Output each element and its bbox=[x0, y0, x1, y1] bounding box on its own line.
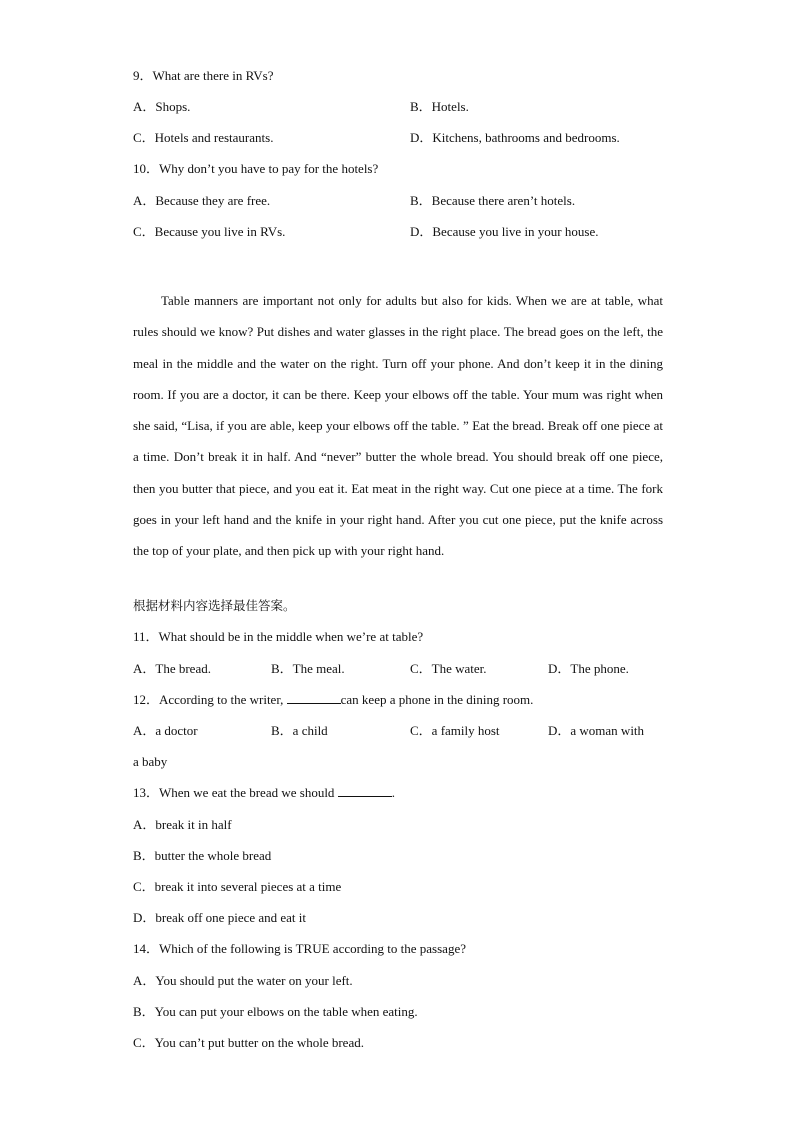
q10-option-c[interactable]: C．Because you live in RVs. bbox=[133, 224, 286, 239]
q12-stem-before: 12．According to the writer, bbox=[133, 692, 284, 707]
q12-option-a[interactable]: A．a doctor bbox=[133, 723, 198, 738]
q9-option-a[interactable]: A．Shops. bbox=[133, 99, 191, 114]
q13-option-c[interactable]: C．break it into several pieces at a time bbox=[133, 879, 342, 894]
q13-stem-after: . bbox=[391, 785, 395, 800]
question-11-stem: 11．What should be in the middle when we’re at table? bbox=[133, 629, 424, 644]
q13-option-d[interactable]: D．break off one piece and eat it bbox=[133, 910, 307, 925]
question-13-stem bbox=[133, 785, 395, 801]
q10-option-d[interactable]: D．Because you live in your house. bbox=[410, 224, 599, 239]
q9-option-b[interactable]: B．Hotels. bbox=[410, 99, 469, 114]
q14-option-b[interactable]: B．You can put your elbows on the table when eating. bbox=[133, 1004, 418, 1019]
q12-option-c[interactable]: C．a family host bbox=[410, 723, 500, 738]
q10-option-b[interactable]: B．Because there aren’t hotels. bbox=[410, 193, 576, 208]
q12-option-d-continued: a baby bbox=[133, 754, 168, 769]
q11-option-d[interactable]: D．The phone. bbox=[548, 661, 629, 676]
answer-blank bbox=[287, 692, 341, 704]
q13-stem-before: 13．When we eat the bread we should bbox=[133, 785, 335, 800]
q9-option-c[interactable]: C．Hotels and restaurants. bbox=[133, 130, 274, 145]
q11-option-b[interactable]: B．The meal. bbox=[271, 661, 345, 676]
q13-option-b[interactable]: B．butter the whole bread bbox=[133, 848, 272, 863]
q12-stem-after: can keep a phone in the dining room. bbox=[340, 692, 534, 707]
question-10-stem: 10．Why don’t you have to pay for the hotels? bbox=[133, 161, 379, 176]
q9-option-d[interactable]: D．Kitchens, bathrooms and bedrooms. bbox=[410, 130, 620, 145]
q14-option-c[interactable]: C．You can’t put butter on the whole bread. bbox=[133, 1035, 364, 1050]
q12-option-d[interactable]: D．a woman with bbox=[548, 723, 645, 738]
question-14-stem: 14．Which of the following is TRUE according to the passage? bbox=[133, 941, 466, 956]
reading-passage: Table manners are important not only for adults but also for kids. When we are at table, what rules should we know? Put dishes and water glasses in the right place. The bread goes on the left, the meal in the middle and the water on the right. Turn off your phone. And don’t keep it in the dining room. If you are a doctor, it can be there. Keep your elbows off the table. Your mum was right when she said, “Lisa, if you are able, keep your elbows off the table. ” Eat the bread. Break off one piece at a time. Don’t break it in half. And “never” butter the whole bread. You should break off one piece, then you butter that piece, and you eat it. Eat meat in the right way. Cut one piece at a time. The fork goes in your left hand and the knife in your right hand. After you cut one piece, put the knife across the top of your plate, and then pick up with your right hand. bbox=[133, 293, 663, 559]
section-instruction: 根据材料内容选择最佳答案。 bbox=[133, 598, 296, 613]
q10-option-a[interactable]: A．Because they are free. bbox=[133, 193, 271, 208]
question-12-stem bbox=[133, 692, 533, 708]
q13-option-a[interactable]: A．break it in half bbox=[133, 817, 232, 832]
question-9-stem: 9．What are there in RVs? bbox=[133, 68, 274, 83]
answer-blank bbox=[338, 785, 392, 797]
q12-option-b[interactable]: B．a child bbox=[271, 723, 328, 738]
q14-option-a[interactable]: A．You should put the water on your left. bbox=[133, 973, 353, 988]
q11-option-a[interactable]: A．The bread. bbox=[133, 661, 211, 676]
q11-option-c[interactable]: C．The water. bbox=[410, 661, 487, 676]
